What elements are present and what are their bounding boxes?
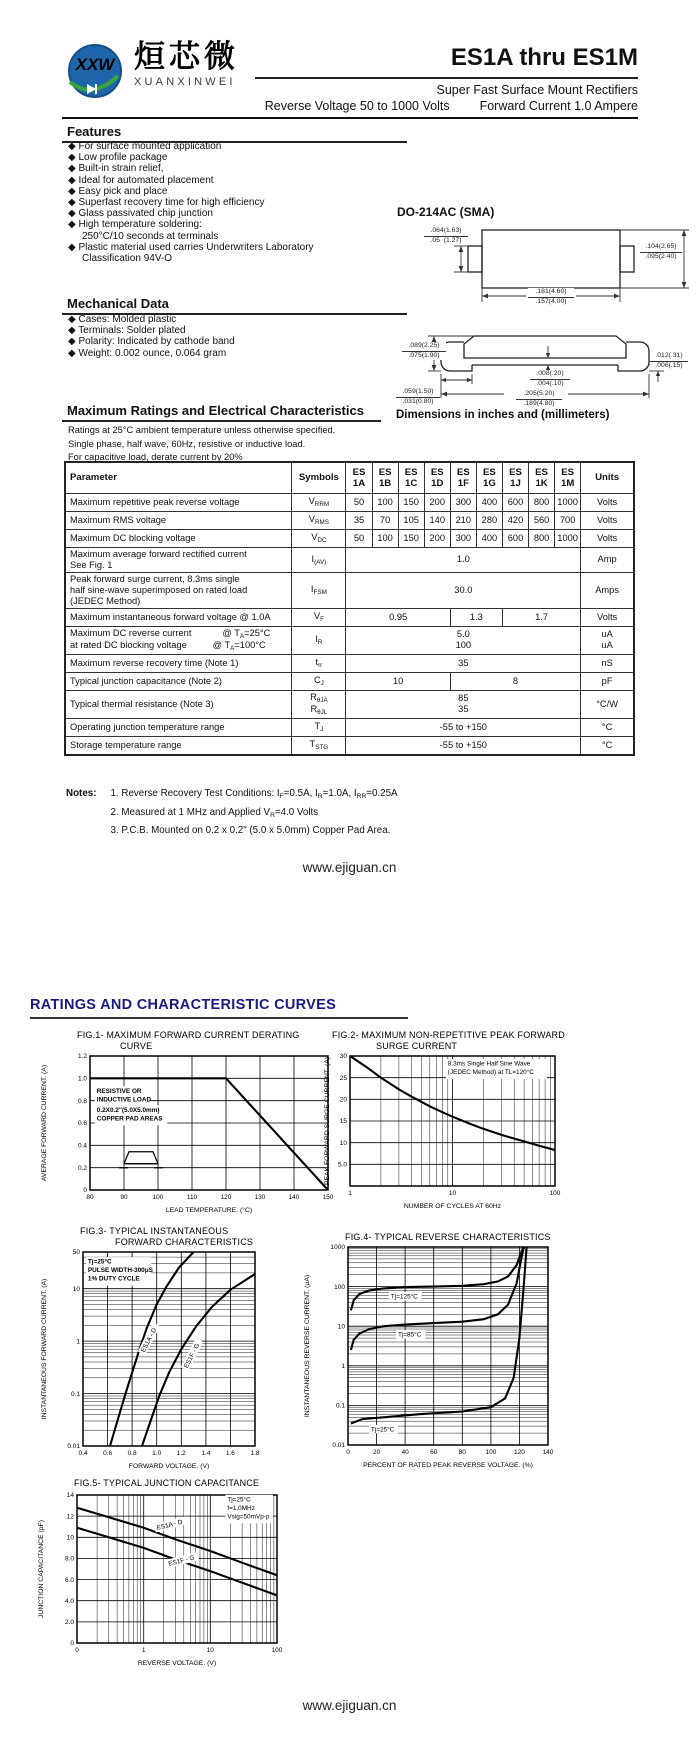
- svg-text:INSTANTANEOUS FORWARD CURRENT.: INSTANTANEOUS FORWARD CURRENT. (A): [41, 1278, 48, 1420]
- features-list: [68, 141, 398, 264]
- feature-item: ◆ Low profile package: [68, 152, 168, 164]
- svg-text:10: 10: [339, 1139, 347, 1147]
- svg-text:0.4: 0.4: [77, 1142, 87, 1150]
- col-header-parameter: Parameter: [65, 462, 292, 494]
- svg-text:0.2X0.2"(5.0X5.0mm): 0.2X0.2"(5.0X5.0mm): [96, 1106, 160, 1114]
- note-line: 1. Reverse Recovery Test Conditions: $I_F=0.5A$, $I_R=1.0A$, $I_{RR}=0.25A$: [110, 788, 398, 800]
- svg-text:0: 0: [70, 1640, 74, 1648]
- svg-text:30: 30: [339, 1053, 347, 1061]
- fig2-surge-chart: [318, 1052, 623, 1224]
- feature-item: ◆ High temperature soldering:: [68, 219, 202, 231]
- svg-text:0.1: 0.1: [335, 1402, 345, 1410]
- feature-item: ◆ Easy pick and place: [68, 185, 168, 197]
- curves-rule: [30, 1017, 408, 1019]
- title-rule: [255, 77, 638, 79]
- figure-3-title: FIG.3- TYPICAL INSTANTANEOUS FORWARD CHARACTERISTICS: [80, 1226, 254, 1247]
- feature-item: ◆ Plastic material used carries Underwriters Laboratory: [68, 241, 314, 253]
- dim-top-body-width: .181(4.60) .157(4.00): [528, 288, 574, 306]
- svg-text:1.8: 1.8: [250, 1450, 260, 1457]
- fig1-derating-chart: [35, 1052, 347, 1224]
- svg-text:10: 10: [448, 1190, 457, 1197]
- svg-text:120: 120: [220, 1194, 232, 1201]
- curve-label: [369, 1425, 398, 1434]
- svg-text:1000: 1000: [330, 1244, 345, 1252]
- svg-text:ES1A - D: ES1A - D: [156, 1518, 184, 1532]
- svg-text:140: 140: [542, 1449, 554, 1456]
- svg-text:JUNCTION CAPACITANCE (pF): JUNCTION CAPACITANCE (pF): [38, 1520, 45, 1618]
- note-line: 2. Measured at 1 MHz and Applied $V_R=4.0$ Volts: [110, 806, 319, 819]
- dim-side-lead-width: .059(1.50) .031(0.80): [396, 388, 440, 406]
- svg-text:0: 0: [346, 1449, 350, 1456]
- svg-text:100: 100: [485, 1449, 497, 1456]
- svg-text:NUMBER OF CYCLES AT 60Hz: NUMBER OF CYCLES AT 60Hz: [403, 1203, 502, 1210]
- svg-text:4.0: 4.0: [64, 1597, 74, 1605]
- company-name-cjk: 烜芯微: [134, 39, 239, 74]
- curve-label: [396, 1330, 425, 1339]
- table-row: Maximum instantaneous forward voltage @ 1.0A $V_F$ 0.95 1.3 1.7 Volts: [65, 608, 634, 626]
- mechanical-item: ◆ Polarity: Indicated by cathode band: [68, 336, 235, 348]
- ratings-table: [64, 461, 635, 756]
- subtitle-family: Super Fast Surface Mount Rectifiers: [436, 83, 638, 97]
- svg-text:130: 130: [254, 1194, 266, 1201]
- col-header-ES1M: ES 1M: [555, 462, 581, 494]
- svg-text:80: 80: [458, 1449, 466, 1456]
- svg-text:100: 100: [152, 1194, 164, 1201]
- figure-1-title: FIG.1- MAXIMUM FORWARD CURRENT DERATING CURVE: [77, 1030, 300, 1051]
- svg-text:1: 1: [76, 1338, 80, 1346]
- svg-text:1.0: 1.0: [152, 1450, 162, 1457]
- svg-text:REVERSE VOLTAGE. (V): REVERSE VOLTAGE. (V): [137, 1660, 217, 1667]
- table-row: Storage temperature range $T_{STG}$ -55 to +150 °C: [65, 736, 634, 755]
- dim-side-height: .089(2.25) .075(1.90): [402, 342, 446, 360]
- svg-text:f=1.0MHz: f=1.0MHz: [227, 1504, 255, 1512]
- ratings-conditions: [68, 424, 335, 465]
- svg-text:0.6: 0.6: [77, 1120, 87, 1128]
- svg-text:FORWARD VOLTAGE. (V): FORWARD VOLTAGE. (V): [128, 1463, 210, 1470]
- svg-text:Tj=125°C: Tj=125°C: [390, 1293, 418, 1301]
- svg-text:0.01: 0.01: [67, 1443, 80, 1451]
- svg-text:120: 120: [513, 1449, 525, 1456]
- col-header-units: Units: [581, 462, 634, 494]
- col-header-ES1A: ES 1A: [346, 462, 372, 494]
- col-header-ES1B: ES 1B: [372, 462, 398, 494]
- svg-text:0.8: 0.8: [127, 1450, 137, 1457]
- svg-text:0.01: 0.01: [332, 1442, 345, 1450]
- dim-side-terminal-thickness: .008(.20) .004(.10): [530, 370, 570, 388]
- svg-text:INDUCTIVE LOAD: INDUCTIVE LOAD: [96, 1096, 152, 1104]
- svg-text:1.0: 1.0: [77, 1075, 87, 1083]
- svg-text:20: 20: [339, 1096, 347, 1104]
- svg-text:110: 110: [186, 1194, 198, 1201]
- table-row: Peak forward surge current, 8.3ms single half sine-wave superimposed on rated load (JEDEC Method) $I_{FSM}$ 30.0 Amps: [65, 572, 634, 608]
- svg-text:80: 80: [86, 1194, 94, 1201]
- svg-text:150: 150: [322, 1194, 334, 1201]
- svg-text:1: 1: [141, 1647, 146, 1654]
- website-url-footer: www.ejiguan.cn: [302, 1698, 397, 1713]
- svg-text:INSTANTANEOUS REVERSE CURRENT.: INSTANTANEOUS REVERSE CURRENT. (μA): [304, 1274, 311, 1418]
- table-row: Maximum average forward rectified current See Fig. 1 $I_{(AV)}$ 1.0 Amp: [65, 548, 634, 573]
- svg-text:ES1F - G: ES1F - G: [167, 1554, 196, 1568]
- feature-item: ◆ For surface mounted application: [68, 141, 222, 152]
- svg-text:PEAK FORWARD SURGE CURRENT. (A: PEAK FORWARD SURGE CURRENT. (A): [324, 1056, 331, 1186]
- rating-condition: For capacitive load, derate current by 20%: [68, 452, 243, 462]
- dimensions-caption: Dimensions in inches and (millimeters): [396, 409, 610, 421]
- svg-text:AVERAGE FORWARD CURRENT. (A): AVERAGE FORWARD CURRENT. (A): [41, 1064, 48, 1182]
- svg-text:10: 10: [337, 1323, 345, 1331]
- svg-text:ES1A - D: ES1A - D: [139, 1326, 159, 1354]
- curves-section-heading: RATINGS AND CHARACTERISTIC CURVES: [30, 997, 337, 1013]
- svg-text:Vsig=50mVp-p: Vsig=50mVp-p: [227, 1513, 270, 1521]
- col-header-ES1D: ES 1D: [424, 462, 450, 494]
- subtitle-forward-current: Forward Current 1.0 Ampere: [479, 99, 638, 113]
- svg-text:ES1F - G: ES1F - G: [182, 1342, 202, 1370]
- figure-5: [32, 1478, 314, 1702]
- mechanical-item: ◆ Weight: 0.002 ounce, 0.064 gram: [68, 347, 227, 359]
- svg-text:2.0: 2.0: [64, 1619, 74, 1627]
- subtitle-specs: [265, 99, 638, 113]
- dim-side-standoff: .012(.31) .006(.15): [650, 352, 688, 370]
- table-row: Typical thermal resistance (Note 3) $R_{\theta JA}$ $R_{\theta JL}$ 85 35 °C/W: [65, 690, 634, 718]
- svg-text:0: 0: [83, 1187, 87, 1195]
- svg-text:25: 25: [339, 1074, 347, 1082]
- svg-text:100: 100: [549, 1190, 561, 1197]
- notes-label: Notes:: [66, 788, 97, 799]
- svg-text:1.2: 1.2: [176, 1450, 186, 1457]
- website-url-mid: www.ejiguan.cn: [302, 860, 397, 875]
- svg-text:1: 1: [348, 1190, 352, 1197]
- svg-text:0.1: 0.1: [70, 1390, 80, 1398]
- feature-item: 250°C/10 seconds at terminals: [82, 230, 219, 242]
- svg-text:12: 12: [66, 1513, 74, 1521]
- figure-4: [298, 1232, 630, 1488]
- notes-list: [110, 786, 397, 839]
- company-name-latin: XUANXINWEI: [134, 76, 236, 88]
- rating-condition: Single phase, half wave, 60Hz, resistive or inductive load.: [68, 438, 306, 449]
- svg-text:Tj=25°C: Tj=25°C: [227, 1496, 251, 1504]
- svg-text:90: 90: [120, 1194, 128, 1201]
- col-header-ES1F: ES 1F: [450, 462, 476, 494]
- mechanical-data-heading: Mechanical Data: [62, 296, 407, 315]
- dim-top-body-height: .104(2.65) .095(2.40): [640, 243, 682, 261]
- svg-text:Tj=85°C: Tj=85°C: [398, 1331, 422, 1339]
- svg-text:10: 10: [66, 1534, 74, 1542]
- svg-text:0.4: 0.4: [78, 1450, 88, 1457]
- features-heading: Features: [62, 124, 407, 143]
- feature-item: ◆ Built-in strain relief,: [68, 163, 164, 175]
- feature-item: Classification 94V-O: [82, 253, 173, 265]
- dim-side-overall-length: .205(5.20) .189(4.80): [516, 390, 562, 408]
- svg-text:1.2: 1.2: [77, 1053, 87, 1061]
- rating-condition: Ratings at 25°C ambient temperature unless otherwise specified.: [68, 425, 336, 435]
- svg-text:5.0: 5.0: [337, 1161, 347, 1169]
- svg-text:PERCENT OF RATED PEAK REVERSE: PERCENT OF RATED PEAK REVERSE VOLTAGE. (%): [363, 1462, 533, 1469]
- table-row: Maximum DC reverse current @ $T_A=25^\circ C$ at rated DC blocking voltage @ $T_A=100^\circ C$ $I_R$ 5.0 100 uA uA: [65, 626, 634, 654]
- figure-2: [318, 1030, 623, 1229]
- figure-1: [35, 1030, 347, 1229]
- table-row: Maximum DC blocking voltage $V_{DC}$ 50 100 150 200 300 400 600 800 1000 Volts: [65, 530, 634, 548]
- svg-text:XXW: XXW: [75, 55, 115, 74]
- svg-text:20: 20: [372, 1449, 381, 1456]
- svg-text:60: 60: [430, 1449, 438, 1456]
- header-rule: [62, 117, 638, 119]
- svg-text:LEAD TEMPERATURE. (°C): LEAD TEMPERATURE. (°C): [165, 1207, 253, 1214]
- svg-text:(JEDEC Method) at TL=120°C: (JEDEC Method) at TL=120°C: [447, 1069, 534, 1077]
- curve-label: [154, 1516, 188, 1532]
- svg-text:100: 100: [334, 1283, 345, 1291]
- part-number-title: ES1A thru ES1M: [450, 44, 638, 71]
- svg-text:1.6: 1.6: [225, 1450, 235, 1457]
- svg-text:RESISTIVE OR: RESISTIVE OR: [96, 1087, 142, 1095]
- fig4-reverse-characteristics-chart: [298, 1243, 630, 1483]
- ratings-heading: Maximum Ratings and Electrical Characteristics: [62, 403, 381, 422]
- svg-text:50: 50: [72, 1249, 80, 1257]
- fig5-junction-capacitance-chart: [32, 1489, 314, 1697]
- col-header-ES1C: ES 1C: [398, 462, 424, 494]
- svg-text:COPPER PAD AREAS: COPPER PAD AREAS: [96, 1115, 163, 1123]
- company-logo: [62, 40, 292, 118]
- svg-text:40: 40: [401, 1449, 409, 1456]
- svg-text:0: 0: [75, 1647, 79, 1654]
- mechanical-item: ◆ Terminals: Solder plated: [68, 325, 186, 337]
- mechanical-item: ◆ Cases: Molded plastic: [68, 314, 177, 325]
- table-row: Maximum repetitive peak reverse voltage $V_{RRM}$ 50 100 150 200 300 400 600 800 1000 Volts: [65, 494, 634, 512]
- curve-label: [389, 1292, 422, 1301]
- figure-2-title: FIG.2- MAXIMUM NON-REPETITIVE PEAK FORWARD SURGE CURRENT: [332, 1030, 565, 1051]
- svg-text:8.0: 8.0: [64, 1555, 74, 1563]
- logo-mark-icon: [62, 40, 128, 110]
- subtitle-reverse-voltage: Reverse Voltage 50 to 1000 Volts: [264, 99, 450, 113]
- svg-text:140: 140: [288, 1194, 300, 1201]
- feature-item: ◆ Superfast recovery time for high efficiency: [68, 197, 265, 209]
- svg-text:Tj=25°C: Tj=25°C: [370, 1426, 395, 1434]
- svg-text:14: 14: [66, 1492, 74, 1500]
- svg-text:10: 10: [72, 1285, 80, 1293]
- svg-text:0.2: 0.2: [77, 1164, 87, 1172]
- note-line: 3. P.C.B. Mounted on 0.2 x 0.2" (5.0 x 5.0mm) Copper Pad Area.: [110, 825, 391, 836]
- table-row: Maximum reverse recovery time (Note 1) $t_{rr}$ 35 nS: [65, 654, 634, 672]
- fig3-forward-characteristics-chart: [35, 1248, 303, 1488]
- mechanical-data-list: [68, 314, 398, 359]
- svg-text:8.3ms Single Half Sine Wave: 8.3ms Single Half Sine Wave: [447, 1060, 531, 1068]
- curve-Tj=25°C: [351, 1247, 527, 1424]
- svg-text:15: 15: [339, 1118, 347, 1126]
- table-row: Typical junction capacitance (Note 2) $C_J$ 10 8 pF: [65, 672, 634, 690]
- figure-5-title: FIG.5- TYPICAL JUNCTION CAPACITANCE: [74, 1478, 260, 1488]
- table-row: Maximum RMS voltage $V_{RMS}$ 35 70 105 140 210 280 420 560 700 Volts: [65, 512, 634, 530]
- svg-text:10: 10: [206, 1647, 214, 1654]
- package-glyph: [124, 1152, 158, 1164]
- feature-item: ◆ Glass passivated chip junction: [68, 208, 213, 220]
- dim-top-tab-height: .064(1.63) .05 (1.27): [424, 227, 468, 245]
- notes-block: [66, 786, 398, 839]
- col-header-ES1G: ES 1G: [476, 462, 502, 494]
- figure-4-title: FIG.4- TYPICAL REVERSE CHARACTERISTICS: [345, 1232, 551, 1242]
- feature-item: ◆ Ideal for automated placement: [68, 174, 214, 186]
- svg-text:0.6: 0.6: [103, 1450, 113, 1457]
- col-header-symbols: Symbols: [292, 462, 346, 494]
- svg-text:1.4: 1.4: [201, 1450, 211, 1457]
- svg-text:1% DUTY CYCLE: 1% DUTY CYCLE: [87, 1275, 140, 1283]
- svg-text:Tj=25°C: Tj=25°C: [87, 1258, 112, 1266]
- table-row: Operating junction temperature range $T_J$ -55 to +150 °C: [65, 718, 634, 736]
- svg-text:6.0: 6.0: [64, 1576, 74, 1584]
- svg-text:100: 100: [271, 1647, 283, 1654]
- svg-text:PULSE WIDTH-300μS: PULSE WIDTH-300μS: [87, 1267, 153, 1275]
- package-name: DO-214AC (SMA): [397, 205, 495, 219]
- col-header-ES1K: ES 1K: [529, 462, 555, 494]
- figure-3: [35, 1226, 303, 1493]
- svg-text:0.8: 0.8: [77, 1097, 87, 1105]
- svg-text:1: 1: [341, 1363, 345, 1370]
- col-header-ES1J: ES 1J: [502, 462, 528, 494]
